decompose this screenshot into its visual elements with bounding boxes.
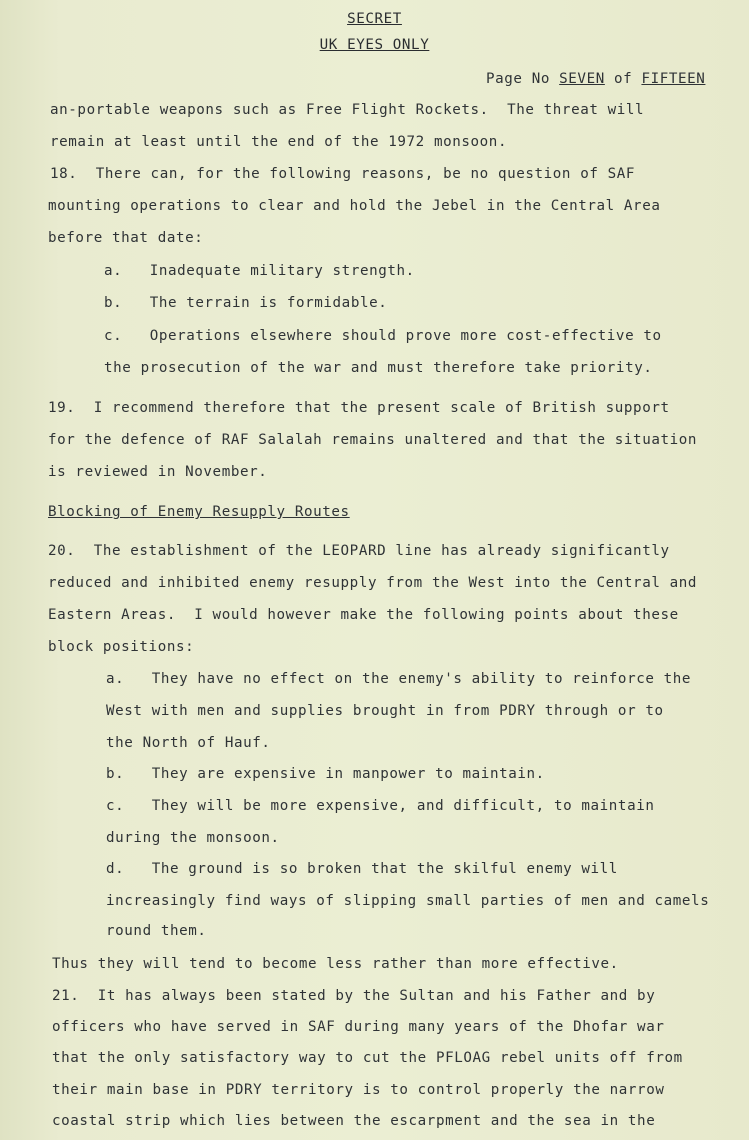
text-line: an-portable weapons such as Free Flight Rockets. The threat will	[50, 102, 645, 118]
page-number: SEVEN	[559, 71, 605, 87]
list-item: c. They will be more expensive, and difficult, to maintain	[106, 798, 655, 814]
text-line: Thus they will tend to become less rather than more effective.	[52, 956, 619, 972]
text-line: the North of Hauf.	[106, 735, 271, 751]
text-line: for the defence of RAF Salalah remains unaltered and that the situation	[48, 432, 698, 448]
text-line: increasingly find ways of slipping small parties of men and camels	[106, 893, 710, 909]
text-line: during the monsoon.	[106, 830, 280, 846]
text-line: mounting operations to clear and hold the Jebel in the Central Area	[48, 198, 661, 214]
text-line: their main base in PDRY territory is to control properly the narrow	[52, 1082, 665, 1098]
page-number-line	[486, 70, 705, 88]
list-item: c. Operations elsewhere should prove more cost-effective to	[104, 328, 662, 344]
paragraph-18: 18. There can, for the following reasons, be no question of SAF	[50, 166, 636, 182]
section-heading: Blocking of Enemy Resupply Routes	[48, 504, 350, 520]
paragraph-20: 20. The establishment of the LEOPARD line has already significantly	[48, 543, 670, 559]
text-line: the prosecution of the war and must therefore take priority.	[104, 360, 653, 376]
text-line: that the only satisfactory way to cut the PFLOAG rebel units off from	[52, 1050, 683, 1066]
text-line: officers who have served in SAF during many years of the Dhofar war	[52, 1019, 665, 1035]
list-item: a. They have no effect on the enemy's ability to reinforce the	[106, 671, 692, 687]
text-line: round them.	[106, 923, 207, 939]
text-line: before that date:	[48, 230, 204, 246]
list-item: d. The ground is so broken that the skilful enemy will	[106, 861, 618, 877]
caveat-marking: UK EYES ONLY	[319, 37, 430, 53]
page-number-prefix: Page No	[486, 71, 560, 87]
paragraph-19: 19. I recommend therefore that the present scale of British support	[48, 400, 670, 416]
text-line: coastal strip which lies between the escarpment and the sea in the	[52, 1113, 656, 1129]
paragraph-21: 21. It has always been stated by the Sultan and his Father and by	[52, 988, 656, 1004]
text-line: remain at least until the end of the 1972 monsoon.	[50, 134, 508, 150]
classification-marking: SECRET	[347, 11, 402, 27]
text-line: West with men and supplies brought in from PDRY through or to	[106, 703, 664, 719]
text-line: Eastern Areas. I would however make the following points about these	[48, 607, 679, 623]
list-item: a. Inadequate military strength.	[104, 263, 415, 279]
page-total: FIFTEEN	[641, 71, 706, 87]
page-number-of: of	[604, 71, 642, 87]
text-line: reduced and inhibited enemy resupply from the West into the Central and	[48, 575, 698, 591]
list-item: b. They are expensive in manpower to maintain.	[106, 766, 545, 782]
list-item: b. The terrain is formidable.	[104, 295, 388, 311]
text-line: block positions:	[48, 639, 195, 655]
text-line: is reviewed in November.	[48, 464, 268, 480]
